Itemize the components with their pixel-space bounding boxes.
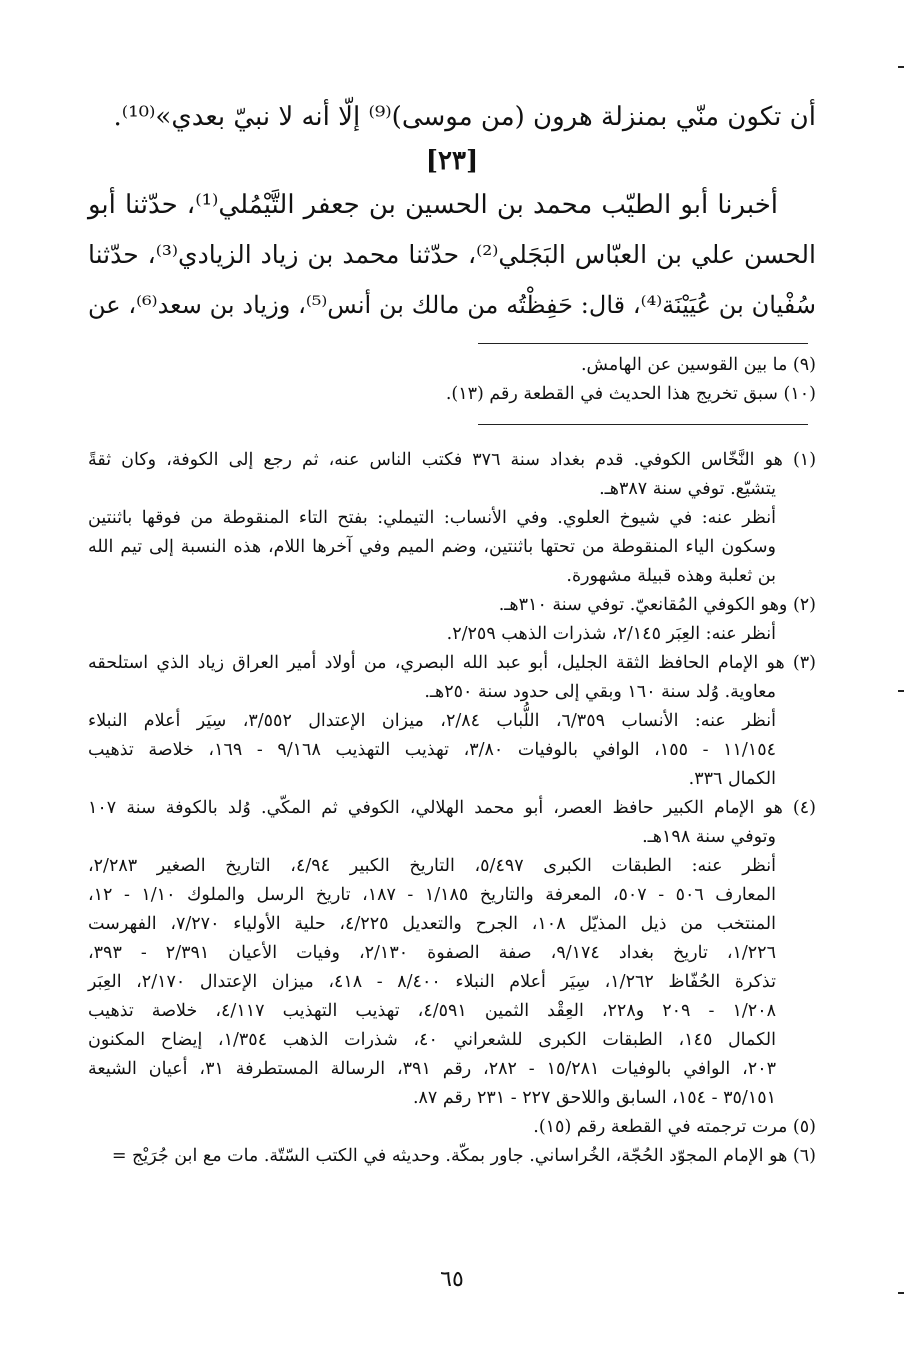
edge-mark-top <box>898 66 904 68</box>
footnote-2-ref: أنظر عنه: العِبَر ٢/١٤٥، شذرات الذهب ٢/٢٥٩. <box>446 624 776 644</box>
footnote-3-line-1: (٣) هو الإمام الحافظ الثقة الجليل، أبو عبد الله البصري، من أولاد أمير العراق زياد الذي استلحقه <box>88 653 816 673</box>
footnote-3-ref-1: أنظر عنه: الأنساب ٦/٣٥٩، اللُّباب ٢/٨٤، ميزان الإعتدال ٣/٥٥٢، سِيَر أعلام النبلاء <box>88 711 776 731</box>
footnote-4-line-2: وتوفي سنة ١٩٨هـ. <box>642 827 776 847</box>
footnote-6-line-1: (٦) هو الإمام المجوّد الحُجّة، الخُراساني. جاور بمكّة. وحديثه في الكتب السّتّة. مات مع ابن جُرَيْج = <box>111 1146 816 1166</box>
previous-footnotes <box>88 351 816 409</box>
footnote-1-line-2: يتشيّع. توفي سنة ٣٨٧هـ. <box>599 479 776 499</box>
page-number: ٦٥ <box>440 1267 464 1292</box>
main-para-line-3: سُفْيان بن عُيَيْنَة⁽⁴⁾، قال: حَفِظْتُه من مالك بن أنس⁽⁵⁾، وزياد بن سعد⁽⁶⁾، عن <box>88 291 816 319</box>
footnote-9: (٩) ما بين القوسين عن الهامش. <box>580 355 816 375</box>
footnote-rule-1 <box>478 343 808 344</box>
footnote-4-ref-5: تذكرة الحُفّاظ ١/٢٦٢، سِيَر أعلام النبلاء ٨/٤٠٠ - ٤١٨، ميزان الإعتدال ٢/١٧٠، العِبَر <box>88 972 776 992</box>
footnote-4-ref-1: أنظر عنه: الطبقات الكبرى ٥/٤٩٧، التاريخ الكبير ٤/٩٤، التاريخ الصغير ٢/٢٨٣، <box>88 856 776 876</box>
footnote-4-line-1: (٤) هو الإمام الكبير حافظ العصر، أبو محمد الهلالي، الكوفي ثم المكّي. وُلد بالكوفة سنة ١٠٧ <box>88 798 816 818</box>
footnote-5: (٥) مرت ترجمته في القطعة رقم (١٥). <box>533 1117 816 1137</box>
footnotes <box>88 446 816 1171</box>
footnote-4-ref-3: المنتخب من ذيل المذيّل ١٠٨، الجرح والتعديل ٤/٢٢٥، حلية الأولياء ٧/٢٧٠، الفهرست <box>88 914 777 934</box>
footnote-4-ref-8: ٢٠٣، الوافي بالوفيات ١٥/٢٨١ - ٢٨٢، رقم ٣٩١، الرسالة المستطرفة ٣١، أعيان الشيعة <box>88 1059 776 1079</box>
footnote-3-ref-2: ١١/١٥٤ - ١٥٥، الوافي بالوفيات ٣/٨٠، تهذيب التهذيب ٩/١٦٨ - ١٦٩، خلاصة تذهيب <box>88 740 776 760</box>
edge-mark-middle <box>898 690 904 692</box>
footnote-1-ref-3: بن ثعلبة وهذه قبيلة مشهورة. <box>566 566 776 586</box>
footnote-2-line-1: (٢) وهو الكوفي المُقانعيّ. توفي سنة ٣١٠هـ. <box>498 595 816 615</box>
footnote-rule-2 <box>478 424 808 425</box>
footnote-4-ref-2: المعارف ٥٠٦ - ٥٠٧، المعرفة والتاريخ ١/١٨٥ - ١٨٧، تاريخ الرسل والملوك ١/١٠ - ١٢، <box>88 885 776 905</box>
footnote-10: (١٠) سبق تخريج هذا الحديث في القطعة رقم (١٣). <box>445 384 816 404</box>
footnote-1-ref-2: وسكون الياء المنقوطة من تحتها باثنتين، وضم الميم وفي آخرها اللام، هذه النسبة إلى تيم الله <box>88 537 776 557</box>
footnote-4-ref-6: ١/٢٠٨ - ٢٠٩ و٢٢٨، العِقْد الثمين ٤/٥٩١، تهذيب التهذيب ٤/١١٧، خلاصة تذهيب <box>88 1001 776 1021</box>
footnote-1-ref-1: أنظر عنه: في شيوخ العلوي. وفي الأنساب: التيملي: بفتح التاء المنقوطة من فوقها باثنتين <box>88 508 776 528</box>
footnote-1-line-1: (١) هو النَّخّاس الكوفي. قدم بغداد سنة ٣٧٦ فكتب الناس عنه، ثم رجع إلى الكوفة، وكان ثقةً <box>88 450 817 470</box>
footnote-4-ref-7: الكمال ١٤٥، الطبقات الكبرى للشعراني ٤٠، شذرات الذهب ١/٣٥٤، إيضاح المكنون <box>88 1030 776 1050</box>
footnote-3-line-2: معاوية. وُلد سنة ١٦٠ وبقي إلى حدود سنة ٢٥٠هـ. <box>424 682 776 702</box>
section-heading: [٢٣] <box>425 146 479 176</box>
footnote-4-ref-4: ١/٢٢٦، تاريخ بغداد ٩/١٧٤، صفة الصفوة ٢/١٣٠، وفيات الأعيان ٢/٣٩١ - ٣٩٣، <box>88 943 776 963</box>
main-text <box>88 92 816 330</box>
footnote-4-ref-9: ٣٥/١٥١ - ١٥٤، السابق واللاحق ٢٢٧ - ٢٣١ رقم ٨٧. <box>412 1088 776 1108</box>
main-para-line-2: الحسن علي بن العبّاس البَجَلي⁽²⁾، حدّثنا محمد بن زياد الزيادي⁽³⁾، حدّثنا <box>88 240 816 269</box>
main-para-line-1: أخبرنا أبو الطيّب محمد بن الحسين بن جعفر التَّيْمُلي⁽¹⁾، حدّثنا أبو <box>88 190 778 220</box>
edge-mark-bottom <box>898 1292 904 1294</box>
main-line-1: أن تكون منّي بمنزلة هرون (من موسى)⁽⁹⁾ إلّا أنه لا نبيّ بعدي»⁽¹⁰⁾. <box>113 102 816 132</box>
footnote-3-ref-3: الكمال ٣٣٦. <box>688 769 776 789</box>
